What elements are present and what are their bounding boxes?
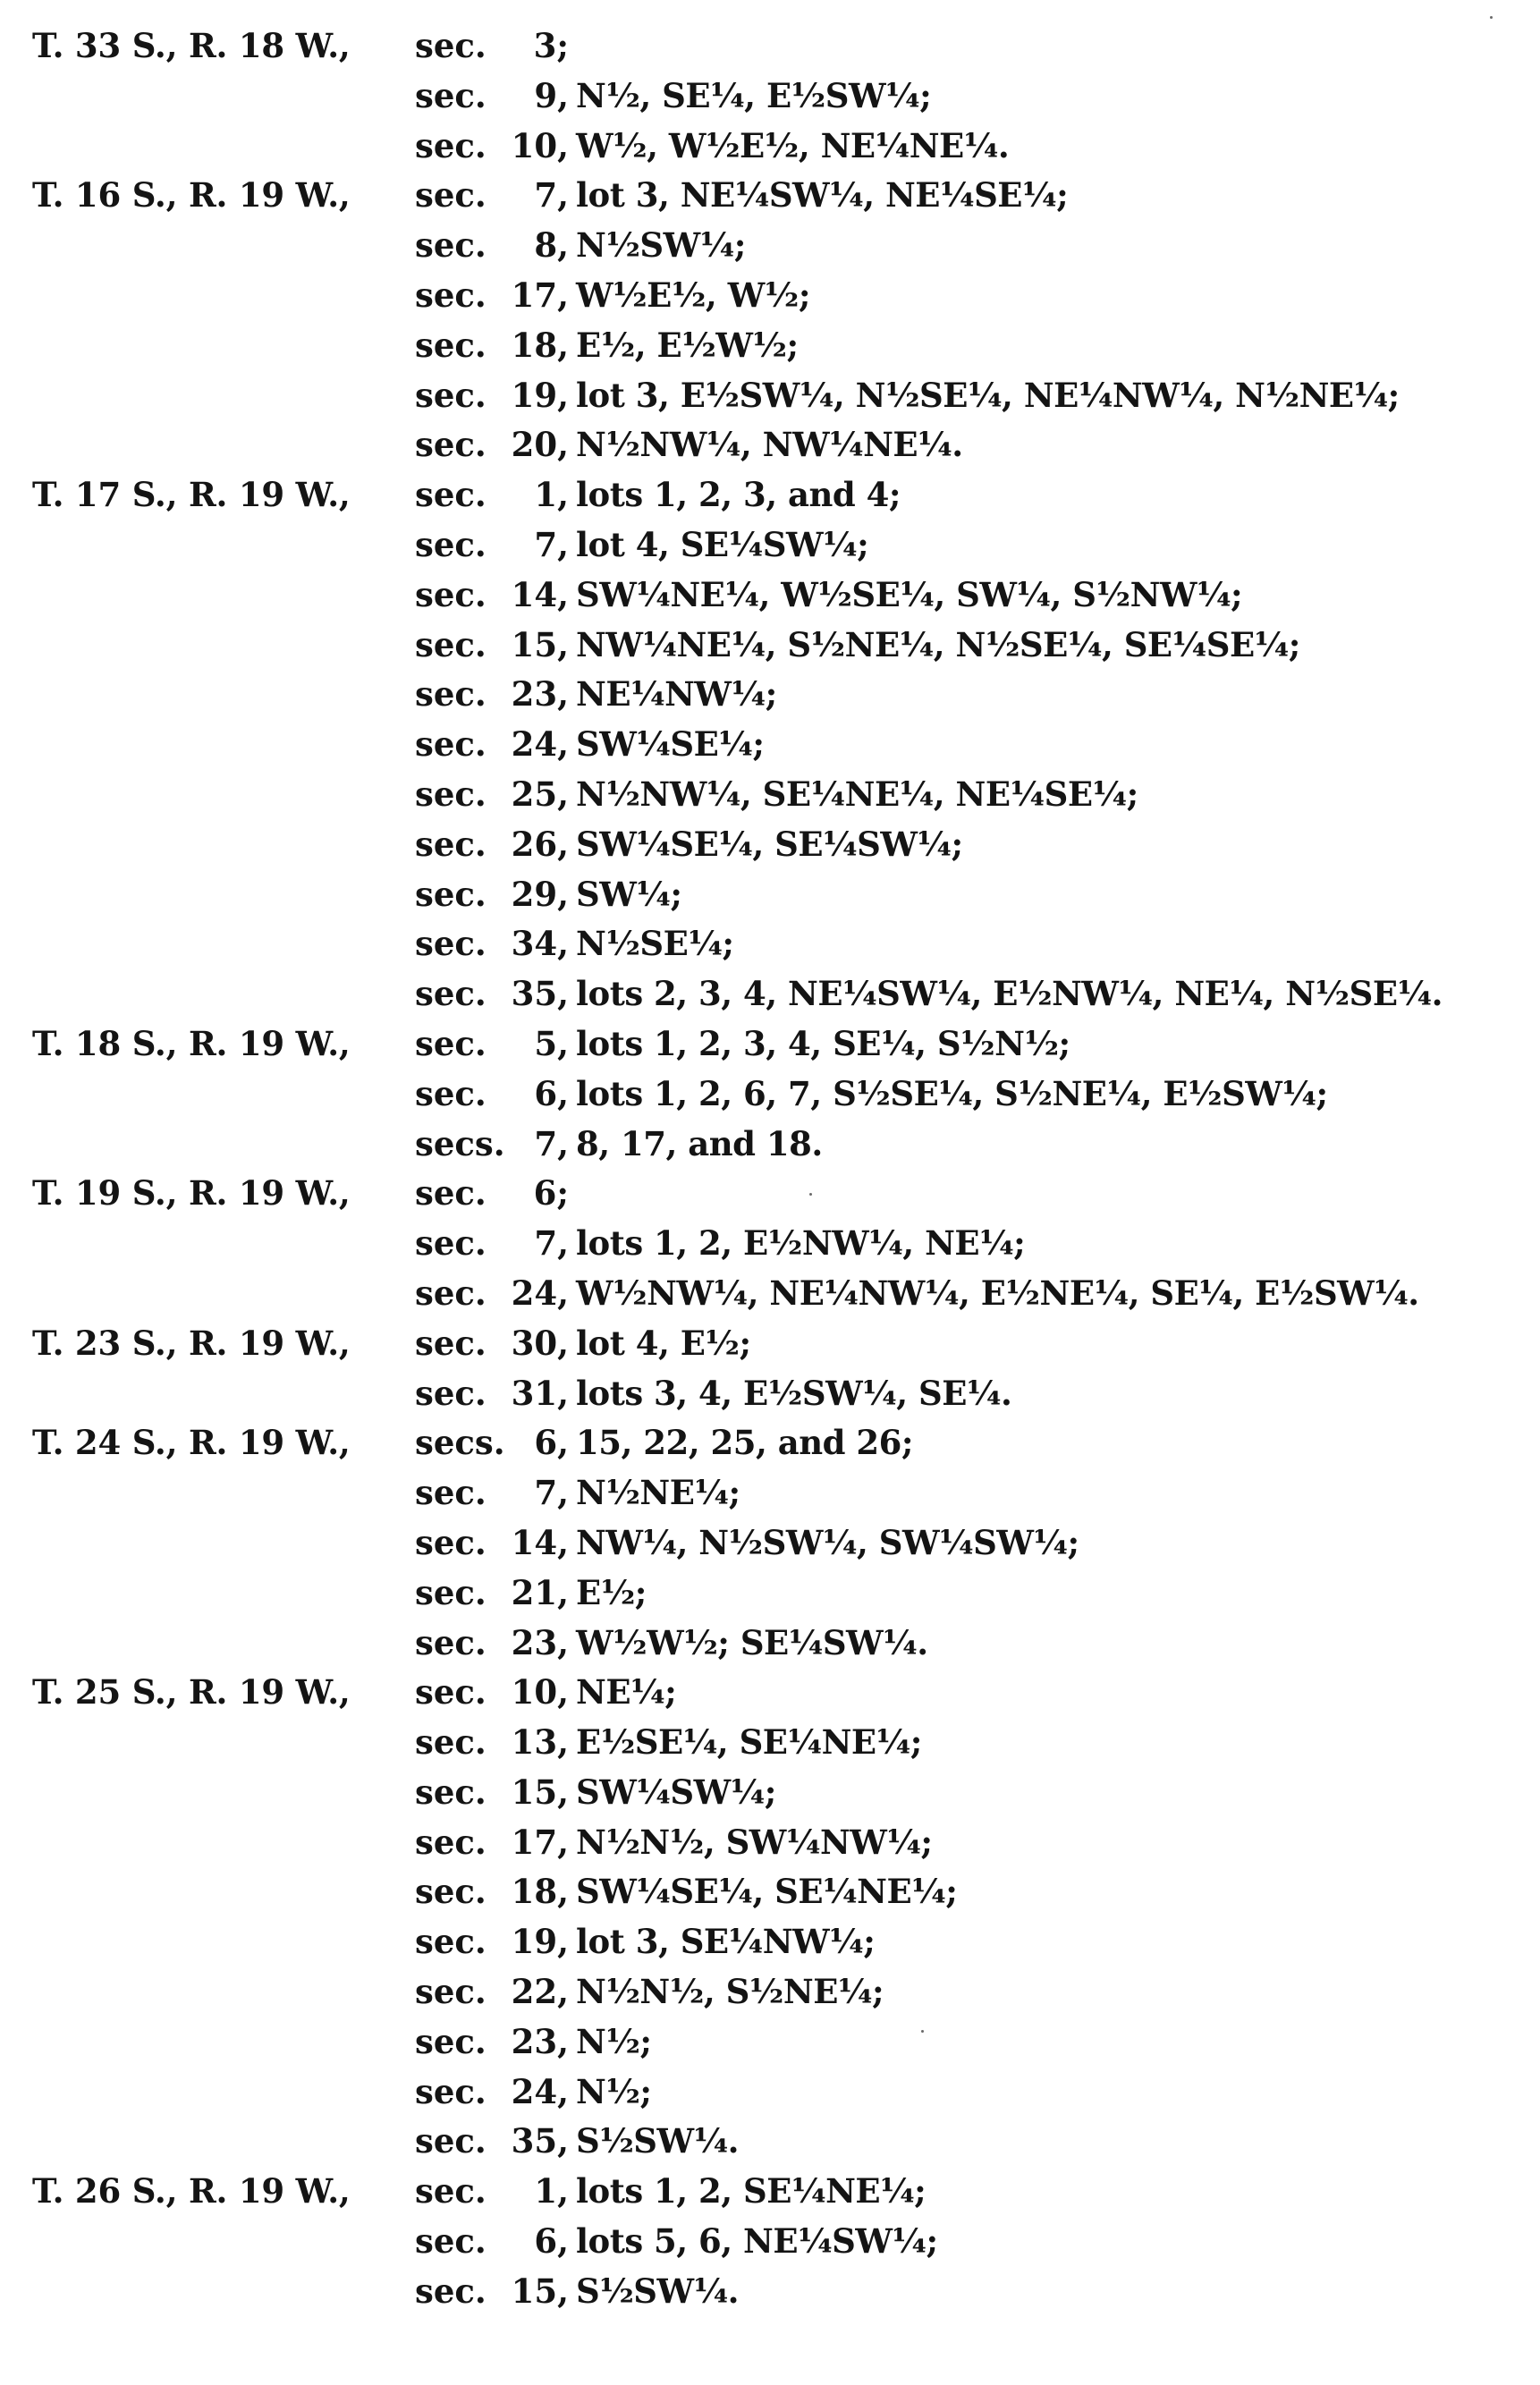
tract-description: N½SE¼; [576, 924, 734, 964]
entry-row [32, 670, 1517, 720]
section-keyword: sec. [415, 624, 487, 664]
entry-row [32, 371, 1517, 421]
section-number: 10, [511, 125, 569, 165]
township-label: T. 24 S., R. 19 W., [32, 1423, 351, 1463]
tract-description: E½; [576, 1572, 647, 1612]
section-number: 13, [511, 1722, 569, 1763]
section-keyword: sec. [415, 1273, 487, 1313]
entry-row [32, 770, 1517, 820]
section-keyword: sec. [415, 1972, 487, 2012]
section-keyword: sec. [415, 724, 487, 765]
section-keyword: sec. [415, 2021, 487, 2061]
entry-row [32, 1169, 1517, 1219]
tract-description: lots 1, 2, 6, 7, S½SE¼, S½NE¼, E½SW¼; [576, 1073, 1328, 1113]
section-number: 23, [511, 2021, 569, 2061]
section-number: 31, [511, 1373, 569, 1413]
township-label: T. 23 S., R. 19 W., [32, 1323, 351, 1363]
section-number: 19, [511, 375, 569, 415]
section-number: 7, [534, 1473, 569, 1513]
print-speck [921, 2030, 924, 2033]
section-keyword: sec. [415, 2071, 487, 2111]
tract-description: N½N½, S½NE¼; [576, 1972, 884, 2012]
section-number: 18, [511, 325, 569, 365]
tract-description: SW¼SW¼; [576, 1772, 776, 1812]
entry-row [32, 1518, 1517, 1569]
section-keyword: sec. [415, 524, 487, 564]
section-keyword: sec. [415, 774, 487, 814]
tract-description: 15, 22, 25, and 26; [576, 1423, 914, 1463]
entry-row [32, 1269, 1517, 1319]
township-label: T. 26 S., R. 19 W., [32, 2171, 351, 2212]
tract-description: W½NW¼, NE¼NW¼, E½NE¼, SE¼, E½SW¼. [576, 1273, 1419, 1313]
tract-description: SW¼SE¼; [576, 724, 765, 765]
section-keyword: sec. [415, 1073, 487, 1113]
township-label: T. 16 S., R. 19 W., [32, 175, 351, 216]
entry-row [32, 1818, 1517, 1868]
tract-description: lot 3, SE¼NW¼; [576, 1922, 876, 1962]
entry-row [32, 122, 1517, 172]
section-number: 21, [511, 1572, 569, 1612]
tract-description: lots 1, 2, SE¼NE¼; [576, 2171, 927, 2212]
tract-description: SW¼NE¼, W½SE¼, SW¼, S½NW¼; [576, 574, 1243, 614]
section-keyword: sec. [415, 924, 487, 964]
section-keyword: sec. [415, 1622, 487, 1662]
section-keyword: sec. [415, 325, 487, 365]
section-keyword: sec. [415, 425, 487, 465]
tract-description: W½W½; SE¼SW¼. [576, 1622, 928, 1662]
section-keyword: sec. [415, 1173, 487, 1214]
section-keyword: sec. [415, 2221, 487, 2262]
section-number: 7, [534, 524, 569, 564]
section-keyword: sec. [415, 1373, 487, 1413]
section-number: 34, [511, 924, 569, 964]
tract-description: SW¼SE¼, SE¼SW¼; [576, 824, 963, 864]
entry-row [32, 720, 1517, 770]
tract-description: lot 3, E½SW¼, N½SE¼, NE¼NW¼, N½NE¼; [576, 375, 1400, 415]
entry-row [32, 470, 1517, 520]
section-keyword: sec. [415, 475, 487, 515]
entry-row [32, 221, 1517, 271]
tract-description: lots 1, 2, 3, and 4; [576, 475, 901, 515]
section-number: 17, [511, 1822, 569, 1862]
section-number: 15, [511, 1772, 569, 1812]
section-keyword: sec. [415, 974, 487, 1014]
entry-row [32, 171, 1517, 221]
tract-description: N½NW¼, SE¼NE¼, NE¼SE¼; [576, 774, 1138, 814]
section-number: 7, [534, 175, 569, 216]
entry-row [32, 1120, 1517, 1170]
section-number: 17, [511, 275, 569, 315]
entry-row [32, 2217, 1517, 2267]
tract-description: NE¼; [576, 1672, 677, 1713]
section-number: 1, [534, 475, 569, 515]
entry-row [32, 2167, 1517, 2217]
entry-row [32, 820, 1517, 870]
township-label: T. 19 S., R. 19 W., [32, 1173, 351, 1214]
entry-row [32, 1768, 1517, 1818]
section-keyword: sec. [415, 1772, 487, 1812]
print-speck [1490, 16, 1493, 19]
tract-description: S½SW¼. [576, 2121, 740, 2161]
section-number: 9, [534, 75, 569, 115]
section-number: 8, [534, 225, 569, 266]
tract-description: lots 3, 4, E½SW¼, SE¼. [576, 1373, 1012, 1413]
tract-description: N½N½, SW¼NW¼; [576, 1822, 933, 1862]
section-keyword: sec. [415, 375, 487, 415]
section-number: 14, [511, 1522, 569, 1562]
section-keyword: sec. [415, 1872, 487, 1912]
section-keyword: sec. [415, 824, 487, 864]
entry-row [32, 1019, 1517, 1070]
tract-description: E½, E½W½; [576, 325, 799, 365]
tract-description: W½E½, W½; [576, 275, 810, 315]
tract-description: lots 5, 6, NE¼SW¼; [576, 2221, 938, 2262]
tract-description: N½SW¼; [576, 225, 746, 266]
entry-row [32, 420, 1517, 470]
section-keyword: secs. [415, 1123, 505, 1163]
township-label: T. 17 S., R. 19 W., [32, 475, 351, 515]
tract-description: N½NW¼, NW¼NE¼. [576, 425, 963, 465]
tract-description: lot 3, NE¼SW¼, NE¼SE¼; [576, 175, 1069, 216]
entry-row [32, 1967, 1517, 2017]
entry-row [32, 2117, 1517, 2167]
entry-row [32, 1867, 1517, 1917]
tract-description: lots 1, 2, 3, 4, SE¼, S½N½; [576, 1023, 1070, 1063]
print-speck [809, 1193, 812, 1196]
section-number: 22, [511, 1972, 569, 2012]
entry-row [32, 919, 1517, 969]
entry-row [32, 1468, 1517, 1518]
section-keyword: sec. [415, 1522, 487, 1562]
section-keyword: sec. [415, 275, 487, 315]
section-number: 14, [511, 574, 569, 614]
section-keyword: sec. [415, 874, 487, 914]
section-number: 35, [511, 974, 569, 1014]
tract-description: N½; [576, 2021, 652, 2061]
tract-description: S½SW¼. [576, 2271, 740, 2311]
tract-description: NW¼NE¼, S½NE¼, N½SE¼, SE¼SE¼; [576, 624, 1300, 664]
section-number: 3; [533, 26, 569, 65]
section-number: 30, [511, 1323, 569, 1363]
section-number: 15, [511, 2271, 569, 2311]
section-keyword: sec. [415, 2171, 487, 2212]
section-keyword: sec. [415, 1473, 487, 1513]
section-number: 7, [534, 1123, 569, 1163]
entry-row [32, 1369, 1517, 1419]
entry-row [32, 520, 1517, 571]
tract-description: SW¼SE¼, SE¼NE¼; [576, 1872, 958, 1912]
entry-row [32, 1418, 1517, 1468]
township-label: T. 18 S., R. 19 W., [32, 1023, 351, 1063]
entry-row [32, 1070, 1517, 1120]
entry-row [32, 2017, 1517, 2068]
section-number: 7, [534, 1223, 569, 1264]
township-label: T. 33 S., R. 18 W., [32, 26, 351, 65]
entry-row [32, 271, 1517, 321]
section-keyword: sec. [415, 1572, 487, 1612]
entry-row [32, 72, 1517, 122]
section-number: 24, [511, 1273, 569, 1313]
section-number: 26, [511, 824, 569, 864]
section-number: 15, [511, 624, 569, 664]
entry-row [32, 621, 1517, 671]
section-number: 29, [511, 874, 569, 914]
section-keyword: sec. [415, 1722, 487, 1763]
entry-row [32, 1319, 1517, 1369]
section-keyword: sec. [415, 125, 487, 165]
entry-row [32, 21, 1517, 72]
section-number: 6, [534, 2221, 569, 2262]
section-keyword: sec. [415, 75, 487, 115]
entry-row [32, 969, 1517, 1019]
section-keyword: sec. [415, 2271, 487, 2311]
section-keyword: sec. [415, 225, 487, 266]
tract-description: NE¼NW¼; [576, 674, 777, 715]
entry-row [32, 571, 1517, 621]
section-number: 25, [511, 774, 569, 814]
section-keyword: sec. [415, 1323, 487, 1363]
entry-row [32, 1619, 1517, 1669]
section-keyword: sec. [415, 574, 487, 614]
section-number: 23, [511, 674, 569, 715]
section-keyword: sec. [415, 1023, 487, 1063]
entry-row [32, 1219, 1517, 1269]
section-keyword: sec. [415, 1822, 487, 1862]
entry-row [32, 1718, 1517, 1768]
tract-description: lots 1, 2, E½NW¼, NE¼; [576, 1223, 1026, 1264]
section-keyword: sec. [415, 1672, 487, 1713]
section-keyword: secs. [415, 1423, 505, 1463]
section-number: 19, [511, 1922, 569, 1962]
section-keyword: sec. [415, 1922, 487, 1962]
section-number: 20, [511, 425, 569, 465]
section-keyword: sec. [415, 175, 487, 216]
section-keyword: sec. [415, 2121, 487, 2161]
section-number: 24, [511, 2071, 569, 2111]
section-keyword: sec. [415, 26, 487, 65]
section-number: 18, [511, 1872, 569, 1912]
section-number: 6; [533, 1173, 569, 1214]
entry-row [32, 1569, 1517, 1619]
township-label: T. 25 S., R. 19 W., [32, 1672, 351, 1713]
section-number: 10, [511, 1672, 569, 1713]
section-keyword: sec. [415, 1223, 487, 1264]
section-number: 6, [534, 1423, 569, 1463]
entry-row [32, 870, 1517, 920]
entry-row [32, 1668, 1517, 1718]
entry-row [32, 1917, 1517, 1967]
tract-description: N½; [576, 2071, 652, 2111]
tract-description: N½, SE¼, E½SW¼; [576, 75, 932, 115]
tract-description: E½SE¼, SE¼NE¼; [576, 1722, 922, 1763]
tract-description: SW¼; [576, 874, 682, 914]
section-number: 1, [534, 2171, 569, 2212]
entry-row [32, 321, 1517, 371]
section-number: 24, [511, 724, 569, 765]
tract-description: N½NE¼; [576, 1473, 740, 1513]
section-keyword: sec. [415, 674, 487, 715]
entry-row [32, 2068, 1517, 2118]
tract-description: lot 4, SE¼SW¼; [576, 524, 869, 564]
section-number: 6, [534, 1073, 569, 1113]
section-number: 23, [511, 1622, 569, 1662]
entry-row [32, 2267, 1517, 2317]
tract-description: W½, W½E½, NE¼NE¼. [576, 125, 1010, 165]
section-number: 35, [511, 2121, 569, 2161]
tract-description: NW¼, N½SW¼, SW¼SW¼; [576, 1522, 1079, 1562]
tract-description: lot 4, E½; [576, 1323, 751, 1363]
tract-description: 8, 17, and 18. [576, 1123, 823, 1163]
land-description-list [32, 21, 1517, 2317]
tract-description: lots 2, 3, 4, NE¼SW¼, E½NW¼, NE¼, N½SE¼. [576, 974, 1443, 1014]
section-number: 5, [534, 1023, 569, 1063]
